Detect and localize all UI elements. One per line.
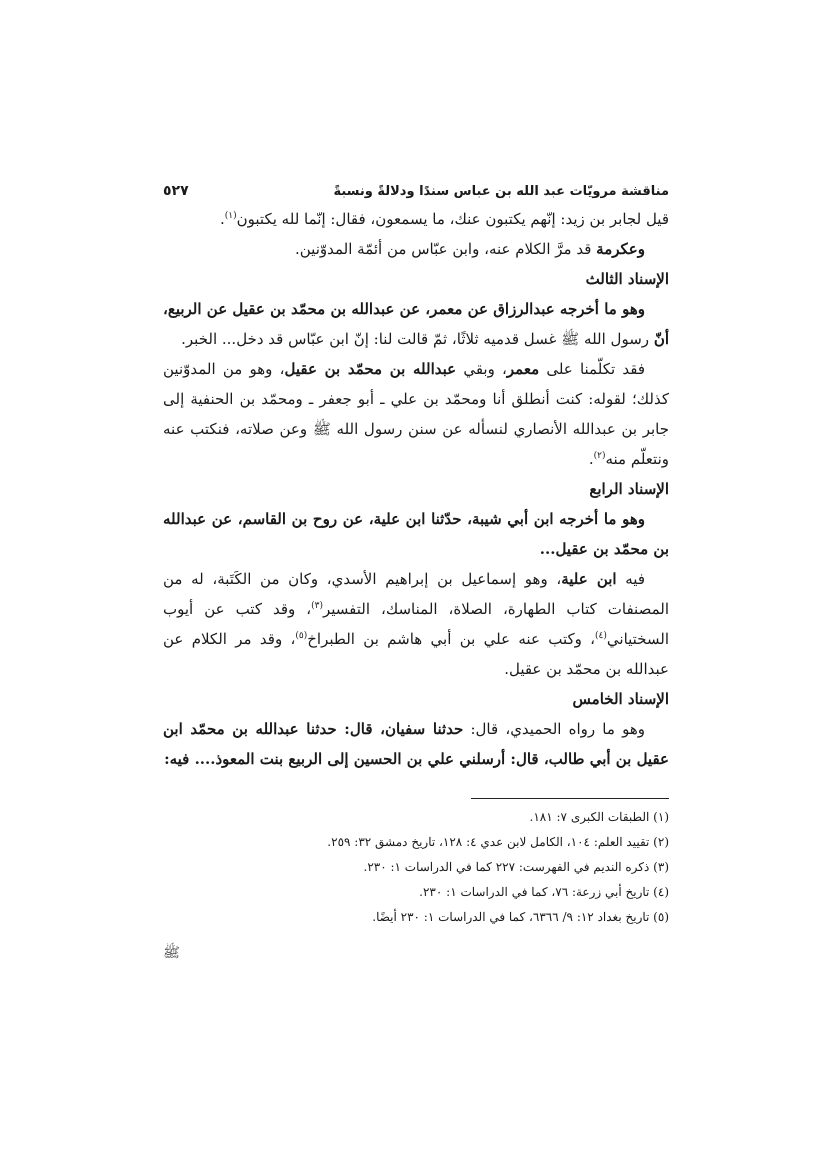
footnote-ref: (٤) (595, 631, 607, 641)
footnote-ref: (١) (224, 211, 237, 221)
section-heading-fourth: الإسناد الرابع (589, 480, 669, 498)
footnote-item: (٤) تاريخ أبي زرعة: ٧٦، كما في الدراسات ١: ٢٣٠. (419, 885, 669, 899)
paragraph-6: فيه ابن علية، وهو إسماعيل بن إبراهيم الأسدي، وكان من الكَتَبة، له من المصنفات كتاب الطهارة، الصلاة، المناسك، التفسير$^{(٣)}$، وقد كتب عن أيوب السختياني$^{(٤)}$، وكتب عنه علي بن أبي هاشم بن الطبراخ$^{(٥)}$، وقد مر الكلام عن عبدالله بن محمّد بن عقيل. (163, 570, 670, 678)
footnote-divider (471, 798, 669, 799)
footnote-item: (٢) تقييد العلم: ١٠٤، الكامل لابن عدي ٤: ١٢٨، تاريخ دمشق ٣٢: ٢٥٩. (327, 835, 669, 849)
header-title: مناقشة مرويّات عبد الله بن عباس سندًا ودلالةً ونسبةً (333, 184, 669, 199)
footnote-ref: (٢) (593, 451, 606, 461)
paragraph-1: قيل لجابر بن زيد: إنّهم يكتبون عنك، ما يسمعون، فقال: إنّما لله يكتبون$^{(١)}$. (219, 210, 669, 228)
footnotes (163, 805, 669, 930)
footnote-ref: (٥) (295, 631, 308, 641)
running-header (163, 178, 669, 204)
body-text (163, 204, 669, 774)
page-ornament: ﷺ (163, 945, 180, 961)
paragraph-4: فقد تكلّمنا على معمر، وبقي عبدالله بن محمّد بن عقيل، وهو من المدوّنين كذلك؛ لقوله: كنت أنطلق أنا ومحمّد بن علي ـ أبو جعفر ـ ومحمّد بن الحنفية إلى جابر بن عبدالله الأنصاري لنسأله عن سنن رسول الله ﷺ وعن صلاته، فنكتب عنه ونتعلّم منه$^{(٢)}$. (163, 360, 669, 468)
section-heading-third: الإسناد الثالث (585, 270, 669, 288)
footnote-item: (٥) تاريخ بغداد ١٢: ٩/ ٦٣٦٦، كما في الدراسات ١: ٢٣٠ أيضًا. (372, 910, 669, 924)
page (163, 176, 669, 964)
paragraph-7: وهو ما رواه الحميدي، قال: حدثنا سفيان، قال: حدثنا عبدالله بن محمّد ابن عقيل بن أبي طالب، قال: أرسلني علي بن الحسين إلى الربيع بنت المعوذ.... فيه: (163, 720, 669, 768)
page-number: ٥٢٧ (163, 183, 189, 199)
paragraph-5: وهو ما أخرجه ابن أبي شيبة، حدّثنا ابن علية، عن روح بن القاسم، عن عبدالله بن محمّد بن عقيل... (163, 510, 669, 558)
paragraph-3: وهو ما أخرجه عبدالرزاق عن معمر، عن عبدالله بن محمّد بن عقيل عن الربيع، أنّ رسول الله ﷺ غسل قدميه ثلاثًا، ثمّ قالت لنا: إنّ ابن عبّاس قد دخل... الخبر. (163, 300, 669, 348)
footnote-item: (٣) ذكره النديم في الفهرست: ٢٢٧ كما في الدراسات ١: ٢٣٠. (363, 860, 669, 874)
footnote-ref: (٣) (311, 601, 323, 611)
paragraph-2: وعكرمة قد مرَّ الكلام عنه، وابن عبّاس من أئمّة المدوّنين. (294, 240, 645, 258)
footnote-item: (١) الطبقات الكبرى ٧: ١٨١. (529, 810, 669, 824)
section-heading-fifth: الإسناد الخامس (572, 690, 669, 708)
